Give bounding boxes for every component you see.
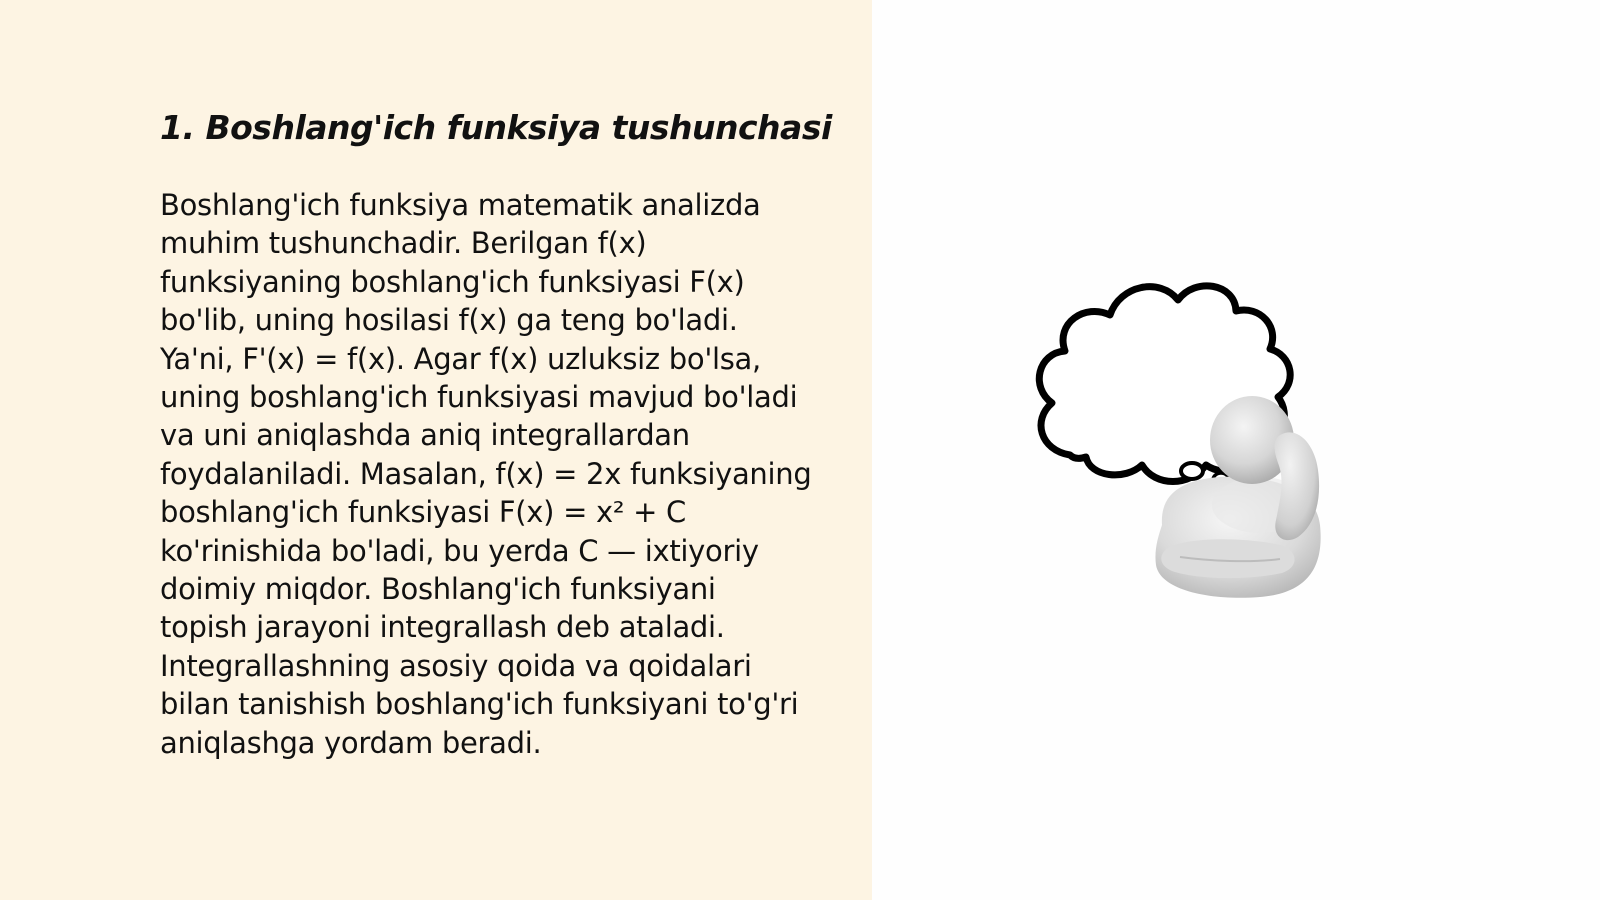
body-line: boshlang'ich funksiyasi F(x) = x² + C	[160, 495, 686, 530]
body-line: va uni aniqlashda aniq integrallardan	[160, 418, 690, 453]
body-line: foydalaniladi. Masalan, f(x) = 2x funksiyaning	[160, 456, 812, 491]
body-line: topish jarayoni integrallash deb ataladi.	[160, 610, 725, 645]
body-line: funksiyaning boshlang'ich funksiyasi F(x)	[160, 264, 745, 299]
slide-title: 1. Boshlang'ich funksiya tushunchasi	[160, 108, 832, 147]
thinking-person-with-thought-bubble-icon	[1030, 275, 1350, 615]
body-line: doimiy miqdor. Boshlang'ich funksiyani	[160, 572, 716, 607]
body-line: aniqlashga yordam beradi.	[160, 725, 542, 760]
body-line: uning boshlang'ich funksiyasi mavjud bo'ladi	[160, 380, 798, 415]
slide-body	[160, 186, 850, 762]
body-line: Integrallashning asosiy qoida va qoidalari	[160, 648, 752, 683]
body-line: bilan tanishish boshlang'ich funksiyani to'g'ri	[160, 687, 799, 722]
body-line: bo'lib, uning hosilasi f(x) ga teng bo'ladi.	[160, 303, 738, 338]
body-line: Ya'ni, F'(x) = f(x). Agar f(x) uzluksiz bo'lsa,	[160, 341, 761, 376]
body-line: ko'rinishida bo'ladi, bu yerda C — ixtiyoriy	[160, 533, 759, 568]
body-line: Boshlang'ich funksiya matematik analizda	[160, 188, 761, 222]
body-line: muhim tushunchadir. Berilgan f(x)	[160, 226, 647, 261]
